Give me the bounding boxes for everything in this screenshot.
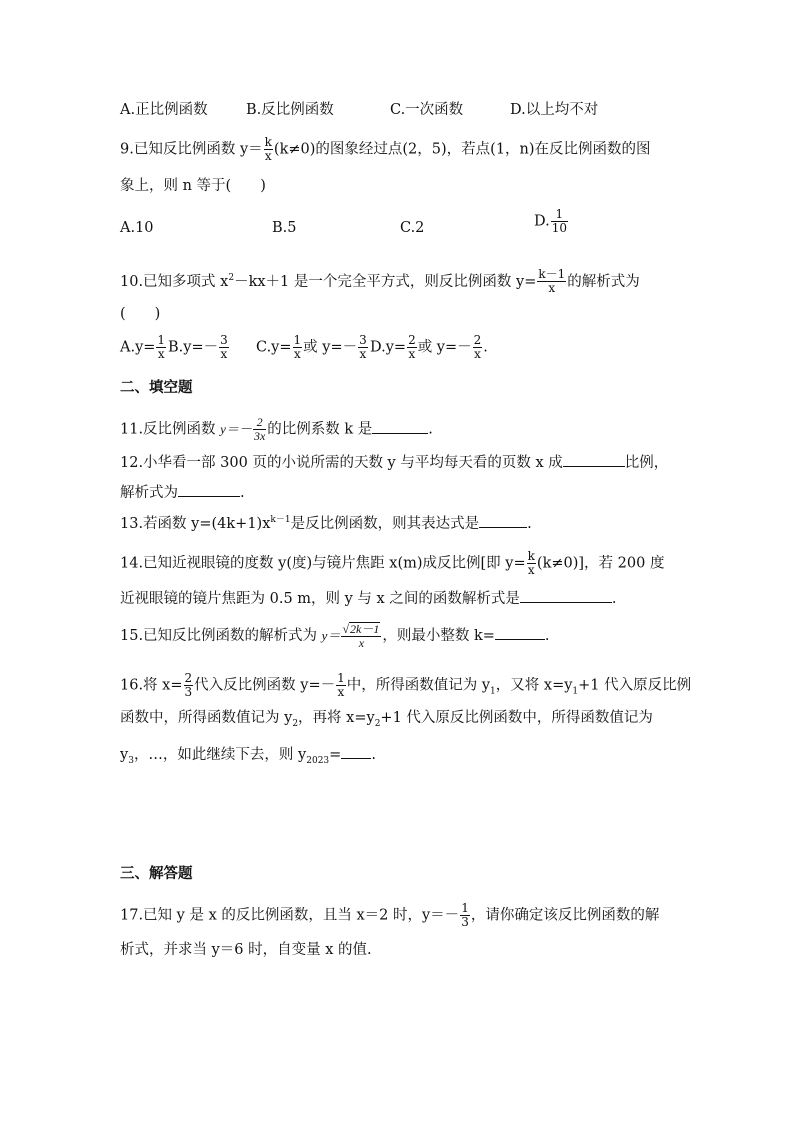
q10-line2: ( ) xyxy=(120,306,161,322)
q9-option-c: C.2 xyxy=(400,220,425,236)
q16-answer-blank[interactable] xyxy=(341,744,371,759)
q10-fraction: $\frac{k-1}{x}$ xyxy=(538,267,566,296)
q9-option-d: D. $\frac{1}{10}$ xyxy=(534,207,567,235)
q12-answer-blank-2[interactable] xyxy=(178,482,240,497)
q13-line: 13.若函数 $y=(4k+1)x^{k-1}$是反比例函数，则其表达式是 . xyxy=(120,510,532,534)
q16-line2: 函数中，所得函数值记为 $y_2$，再将 $x=y_2+1$ 代入原反比例函数中，所得函数值记为 xyxy=(120,710,653,729)
q8-option-c: C.一次函数 xyxy=(390,102,464,118)
q14-line2: 近视眼镜的镜片焦距为 0.5 m，则 y 与 x 之间的函数解析式是 . xyxy=(120,588,616,609)
q15-line: 15.已知反比例函数的解析式为 y＝ $\frac{√2k-1}{x}$ ，则最小整数 k= . xyxy=(120,622,550,650)
q17-line1: 17.已知 y 是 x 的反比例函数，且当 x＝2 时，y＝－ $\frac{1}{3}$ ，请你确定该反比例函数的解 xyxy=(120,901,660,929)
q14-fraction: $\frac{k}{x}$ xyxy=(527,549,535,577)
q9-line2: 象上，则 n 等于( ) xyxy=(120,178,266,194)
section-title-solve: 三、解答题 xyxy=(120,866,193,882)
q9-fraction: $\frac{k}{x}$ xyxy=(264,135,272,163)
q17-fraction: $\frac{1}{3}$ xyxy=(461,901,469,929)
q14-answer-blank[interactable] xyxy=(520,588,612,603)
q12-line1: 12.小华看一部 300 页的小说所需的天数 y 与平均每天看的页数 x 成 比例， xyxy=(120,452,668,473)
q9-option-b: B.5 xyxy=(272,220,297,236)
q16-line1: 16.将 x= $\frac{2}{3}$ 代入反比例函数 y=－ $\frac{1}{x}$ 中，所得函数值记为 $y_1$，又将 $x=y_1+1$ 代入原反比例 xyxy=(120,671,692,699)
q16-line3: $y_3$，…，如此继续下去，则 $y_{2023}=$ . xyxy=(120,744,376,771)
q12-answer-blank-1[interactable] xyxy=(563,452,625,467)
q9-option-a: A.10 xyxy=(120,220,154,236)
q10-line1: 10.已知多项式 $x^2-kx+1$ 是一个完全平方式，则反比例函数 y= $\frac{k-1}{x}$ 的解析式为 xyxy=(120,267,640,296)
q15-fraction: $\frac{√2k-1}{x}$ xyxy=(342,622,380,650)
q13-answer-blank[interactable] xyxy=(479,513,527,528)
q12-line2: 解析式为 . xyxy=(120,482,245,503)
q15-answer-blank[interactable] xyxy=(495,625,545,640)
q10-option-b: B.y=－ $\frac{3}{x}$ xyxy=(168,333,228,361)
q8-option-a: A.正比例函数 xyxy=(120,102,208,118)
section-title-fill-in: 二、填空题 xyxy=(120,380,193,396)
q17-line2: 析式，并求当 y＝6 时，自变量 x 的值. xyxy=(120,942,372,958)
q9-line1: 9.已知反比例函数 y＝ $\frac{k}{x}$ (k≠0)的图象经过点(2，5)，若点(1，n)在反比例函数的图 xyxy=(120,135,651,163)
q8-option-b: B.反比例函数 xyxy=(246,102,334,118)
q11-fraction: $\frac{2}{3x}$ xyxy=(253,415,266,443)
q10-option-d: D.y= $\frac{2}{x}$ 或 y=－ $\frac{2}{x}$ . xyxy=(370,333,488,361)
q10-option-a: A.y= $\frac{1}{x}$ xyxy=(120,333,166,361)
q11-answer-blank[interactable] xyxy=(372,419,428,434)
q14-line1: 14.已知近视眼镜的度数 y(度)与镜片焦距 x(m)成反比例[即 y= $\frac{k}{x}$ (k≠0)]，若 200 度 xyxy=(120,549,665,577)
q10-option-c: C.y= $\frac{1}{x}$ 或 y=－ $\frac{3}{x}$ xyxy=(256,333,367,361)
q11-line: 11.反比例函数 y＝－ $\frac{2}{3x}$ 的比例系数 k 是 . xyxy=(120,415,433,443)
q8-option-d: D.以上均不对 xyxy=(510,102,599,118)
